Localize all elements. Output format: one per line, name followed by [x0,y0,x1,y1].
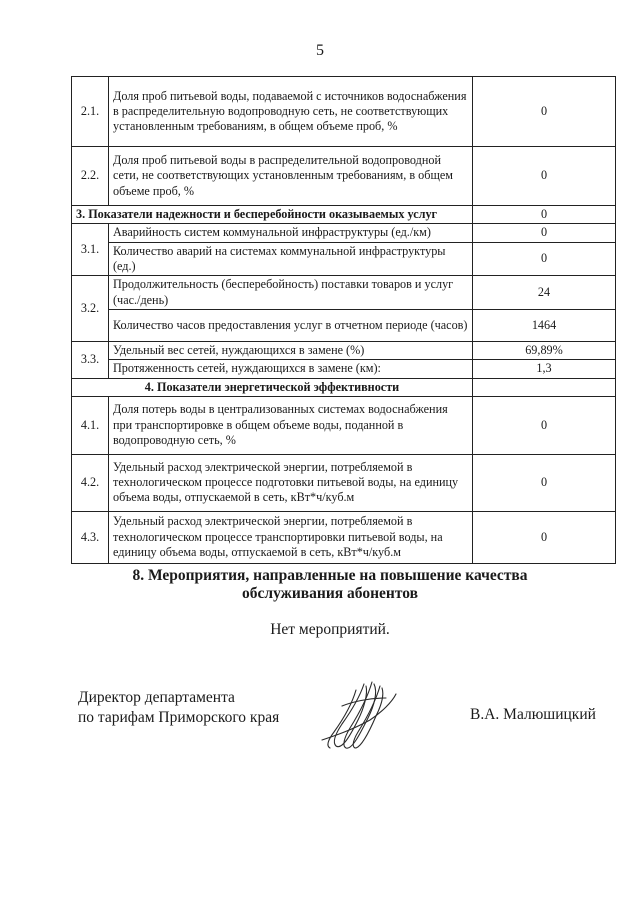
row-description: Удельный расход электрической энергии, потребляемой в технологическом процессе подготовки питьевой воды, на единицу объема воды, отпускаемой в сеть, кВт*ч/куб.м [109,454,473,511]
row-description: Доля проб питьевой воды, подаваемой с источников водоснабжения в распределительную водопроводную сеть, не соответствующих установленным требованиям, в общем объеме проб, % [109,77,473,147]
row-description: Доля проб питьевой воды в распределительной водопроводной сети, не соответствующих установленным требованиям, в общем объеме проб, % [109,147,473,206]
table-row [72,511,616,563]
row-value: 0 [473,396,616,454]
handwritten-signature [312,676,402,756]
row-description: Удельный вес сетей, нуждающихся в замене (%) [109,342,473,360]
table-row [72,276,616,310]
signatory-title [78,688,279,728]
section-title: 4. Показатели энергетической эффективности [72,378,473,396]
table-row [72,224,616,242]
row-description: Количество часов предоставления услуг в отчетном периоде (часов) [109,310,473,342]
row-number: 2.2. [72,147,109,206]
row-value: 0 [473,147,616,206]
measures-heading-line: обслуживания абонентов [242,585,418,602]
signatory-name: В.А. Малюшицкий [470,706,596,723]
row-number: 4.2. [72,454,109,511]
table-row [72,77,616,147]
row-description: Продолжительность (бесперебойность) поставки товаров и услуг (час./день) [109,276,473,310]
measures-heading [60,567,600,603]
table-row [72,396,616,454]
signatory-title-line: по тарифам Приморского края [78,709,280,726]
row-description: Протяженность сетей, нуждающихся в замене (км): [109,360,473,378]
row-value: 1464 [473,310,616,342]
row-description: Количество аварий на системах коммунальной инфраструктуры (ед.) [109,242,473,276]
row-value: 0 [473,454,616,511]
table-row [72,360,616,378]
row-value: 0 [473,206,616,224]
table-row [72,454,616,511]
measures-text: Нет мероприятий. [270,621,390,638]
row-value: 69,89% [473,342,616,360]
table-row [72,342,616,360]
row-value: 0 [473,77,616,147]
indicators-table [71,76,616,564]
section-title: 3. Показатели надежности и бесперебойности оказываемых услуг [72,206,473,224]
row-number: 4.1. [72,396,109,454]
row-description: Доля потерь воды в централизованных системах водоснабжения при транспортировке в общем объеме воды, поданной в водопроводную сеть, % [109,396,473,454]
section-header-row [72,378,616,396]
table-row [72,310,616,342]
row-number: 3.1. [72,224,109,276]
page-number: 5 [316,42,324,59]
table-row [72,147,616,206]
row-value: 0 [473,511,616,563]
row-value: 24 [473,276,616,310]
row-number: 3.3. [72,342,109,379]
row-number: 3.2. [72,276,109,342]
row-value: 0 [473,224,616,242]
row-value: 1,3 [473,360,616,378]
row-number: 4.3. [72,511,109,563]
empty-cell [473,378,616,396]
section-header-row [72,206,616,224]
row-description: Аварийность систем коммунальной инфраструктуры (ед./км) [109,224,473,242]
signatory-title-line: Директор департамента [78,689,235,706]
row-number: 2.1. [72,77,109,147]
table-row [72,242,616,276]
measures-heading-line: 8. Мероприятия, направленные на повышение качества [132,567,528,584]
row-value: 0 [473,242,616,276]
row-description: Удельный расход электрической энергии, потребляемой в технологическом процессе транспортировки питьевой воды, на единицу объема воды, отпускаемой в сеть, кВт*ч/куб.м [109,511,473,563]
